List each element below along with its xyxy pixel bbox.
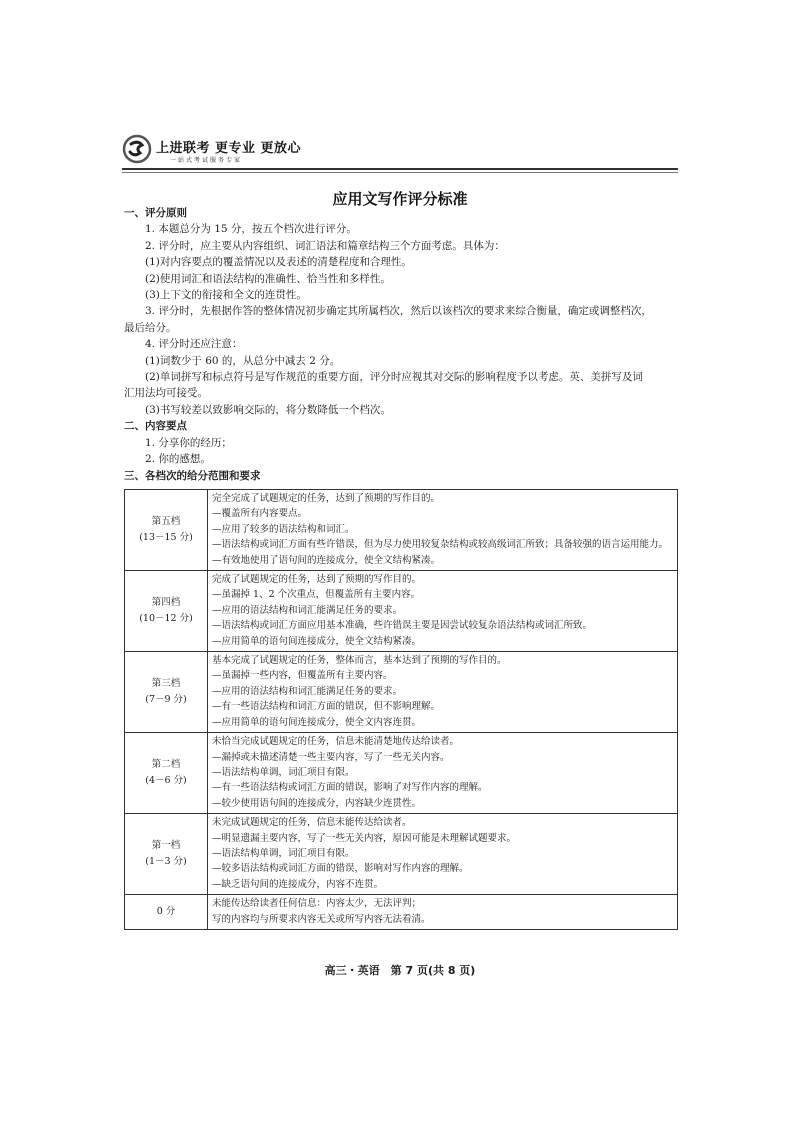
grade-description-line: —语法结构或词汇方面有些许错误，但为尽力使用较复杂结构或较高级词汇所致；具备较强的语言运用能力。 <box>212 539 669 551</box>
grade-description-line: —语法结构或词汇方面应用基本准确，些许错误主要是因尝试较复杂语法结构或词汇所致。 <box>212 620 593 632</box>
grade-description-line: —虽漏掉一些内容，但覆盖所有主要内容。 <box>212 670 393 682</box>
grade-description-line: 未恰当完成试题规定的任务，信息未能清楚地传达给读者。 <box>212 736 460 748</box>
grade-description-line: 基本完成了试题规定的任务，整体而言，基本达到了预期的写作目的。 <box>212 655 507 667</box>
section-heading-1: 一、评分原则 <box>124 207 187 219</box>
grade-table <box>124 489 678 930</box>
principle-2c: (3)上下文的衔接和全文的连贯性。 <box>145 289 307 302</box>
grade-description-line: 写的内容均与所要求内容无关或所写内容无法看清。 <box>212 913 431 925</box>
grade-description-line: —应用了较多的语法结构和词汇。 <box>212 523 355 535</box>
grade-description-cell <box>208 814 678 895</box>
grade-row <box>125 895 678 930</box>
grade-level-cell <box>125 571 208 652</box>
grade-level-cell <box>125 652 208 733</box>
brand-slogan: 上进联考 更专业 更放心 <box>156 141 302 156</box>
grade-level-name: 第二档 <box>151 759 181 771</box>
grade-description-line: —应用简单的语句间连接成分，使全文内容连贯。 <box>212 716 422 728</box>
content-point-1: 1. 分享你的经历； <box>145 436 232 449</box>
brand-tagline: 一站式考试服务专家 <box>170 157 243 164</box>
grade-description-line: —较多语法结构或词汇方面的错误，影响对写作内容的理解。 <box>212 863 469 875</box>
grade-description-line: —有一些语法结构和词汇方面的错误，但不影响理解。 <box>212 701 441 713</box>
grade-level-cell <box>125 733 208 814</box>
grade-description-line: —覆盖所有内容要点。 <box>212 508 308 520</box>
grade-description-line: 完全完成了试题规定的任务，达到了预期的写作目的。 <box>212 493 441 504</box>
content-point-2: 2. 你的感想。 <box>145 453 211 466</box>
grade-score-range: (1－3 分) <box>145 856 187 868</box>
grade-row <box>125 490 678 571</box>
principle-1: 1. 本题总分为 15 分，按五个档次进行评分。 <box>145 223 357 236</box>
grade-score-range: (13－15 分) <box>139 532 193 544</box>
grade-row <box>125 733 678 814</box>
grade-description-line: —有效地使用了语句间的连接成分，使全文结构紧凑。 <box>212 554 441 566</box>
grade-row <box>125 652 678 733</box>
principle-3: 3. 评分时，先根据作答的整体情况初步确定其所属档次，然后以该档次的要求来综合衡量，确定或调整档次， <box>145 305 652 318</box>
grade-description-line: —应用的语法结构和词汇能满足任务的要求。 <box>212 685 403 697</box>
grade-score-range: (10－12 分) <box>139 613 193 625</box>
grade-description-line: 未能传达给读者任何信息：内容太少，无法评判； <box>212 898 422 910</box>
principle-2b: (2)使用词汇和语法结构的准确性、恰当性和多样性。 <box>145 272 391 285</box>
principle-4: 4. 评分时还应注意： <box>145 338 243 351</box>
grade-level-cell <box>125 490 208 571</box>
grade-description-cell <box>208 652 678 733</box>
grade-level-name: 0 分 <box>156 906 176 918</box>
header-rule-thin <box>122 172 678 173</box>
logo-icon <box>122 134 152 164</box>
grade-description-line: —应用的语法结构和词汇能满足任务的要求。 <box>212 604 403 616</box>
grade-level-name: 第四档 <box>151 597 181 609</box>
principle-4c: (3)书写较差以致影响交际的，将分数降低一个档次。 <box>145 403 391 416</box>
grade-level-cell <box>125 895 208 930</box>
grade-row <box>125 814 678 895</box>
grade-description-line: —虽漏掉 1、2 个次重点，但覆盖所有主要内容。 <box>212 589 421 601</box>
section-heading-2: 二、内容要点 <box>124 420 187 433</box>
scoring-principles <box>124 205 680 484</box>
grade-level-cell <box>125 814 208 895</box>
grade-description-cell <box>208 733 678 814</box>
grade-row <box>125 571 678 652</box>
grade-description-line: —有一些语法结构或词汇方面的错误，影响了对写作内容的理解。 <box>212 782 488 794</box>
grade-description-cell <box>208 895 678 930</box>
grade-description-cell <box>208 571 678 652</box>
grade-level-name: 第一档 <box>151 840 181 852</box>
grade-description-line: —缺乏语句间的连接成分，内容不连贯。 <box>212 878 384 890</box>
grade-description-line: —应用简单的语句间连接成分，使全文结构紧凑。 <box>212 635 422 647</box>
header-rule <box>122 168 678 170</box>
grade-level-name: 第五档 <box>151 516 181 528</box>
grade-description-line: —漏掉或未描述清楚一些主要内容，写了一些无关内容。 <box>212 751 450 763</box>
grade-description-cell <box>208 490 678 571</box>
principle-4a: (1)词数少于 60 的，从总分中减去 2 分。 <box>145 354 341 367</box>
grade-description-line: —明显遗漏主要内容，写了一些无关内容，原因可能是未理解试题要求。 <box>212 832 517 844</box>
grade-description-line: 完成了试题规定的任务，达到了预期的写作目的。 <box>212 574 422 586</box>
page-title: 应用文写作评分标准 <box>332 190 468 208</box>
grade-score-range: (4－6 分) <box>145 775 187 787</box>
principle-4b: (2)单词拼写和标点符号是写作规范的重要方面，评分时应视其对交际的影响程度予以考虑。英、美拼写及词 <box>145 371 643 384</box>
grade-description-line: 未完成试题规定的任务，信息未能传达给读者。 <box>212 817 412 829</box>
principle-2: 2. 评分时，应主要从内容组织、词汇语法和篇章结构三个方面考虑。具体为： <box>145 239 505 252</box>
principle-3-cont: 最后给分。 <box>124 321 177 334</box>
grade-score-range: (7－9 分) <box>145 694 187 706</box>
principle-2a: (1)对内容要点的覆盖情况以及表述的清楚程度和合理性。 <box>145 256 412 269</box>
page-footer: 高三・英语 第 7 页(共 8 页) <box>324 964 476 977</box>
section-heading-3: 三、各档次的给分范围和要求 <box>124 469 261 482</box>
grade-level-name: 第三档 <box>151 678 181 690</box>
grade-description-line: —较少使用语句间的连接成分，内容缺少连贯性。 <box>212 797 422 809</box>
principle-4b-cont: 汇用法均可接受。 <box>124 387 208 400</box>
grade-description-line: —语法结构单调，词汇项目有限。 <box>212 766 355 778</box>
grade-description-line: —语法结构单调，词汇项目有限。 <box>212 847 355 859</box>
